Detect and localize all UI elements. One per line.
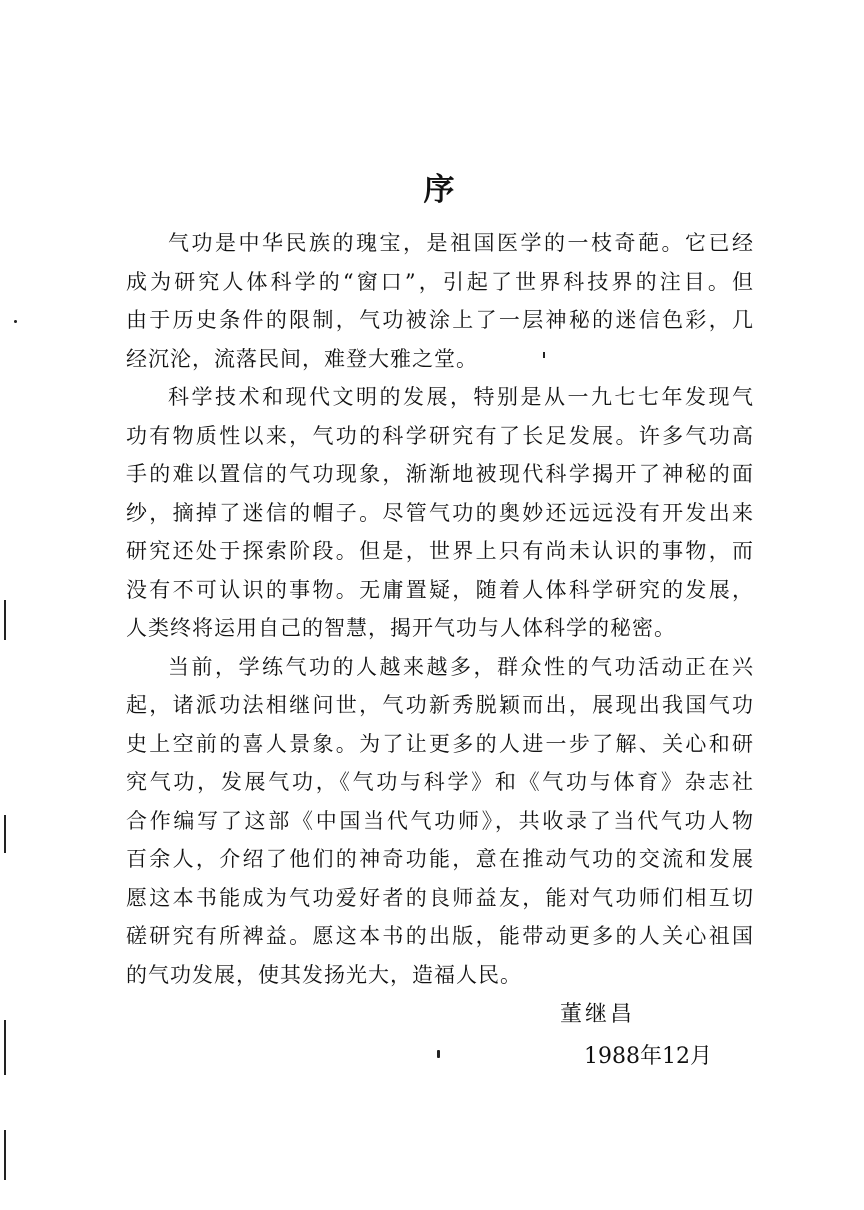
text-line: 究气功，发展气功，《气功与科学》和《气功与体育》杂志社 — [126, 770, 754, 794]
text-line: 磋研究有所裨益。愿这本书的出版，能带动更多的人关心祖国 — [126, 924, 754, 948]
text-line: 合作编写了这部《中国当代气功师》，共收录了当代气功人物 — [126, 808, 754, 833]
scan-artifact-bar — [4, 815, 6, 853]
text-line: 愿这本书能成为气功爱好者的良师益友，能对气功师们相互切 — [126, 885, 754, 910]
text-line: 经沉沦，流落民间，难登大雅之堂。 — [126, 346, 478, 371]
text-line: 研究还处于探索阶段。但是，世界上只有尚未认识的事物，而 — [126, 539, 754, 563]
text-line: 成为研究人体科学的“窗口”，引起了世界科技界的注目。但 — [126, 269, 754, 294]
text-line: 百余人，介绍了他们的神奇功能，意在推动气功的交流和发展 — [126, 847, 754, 871]
text-line: 纱，摘掉了迷信的帽子。尽管气功的奥妙还远远没有开发出来 — [126, 500, 754, 525]
text-line: 功有物质性以来，气功的科学研究有了长足发展。许多气功高 — [126, 423, 754, 448]
text-line: 气功是中华民族的瑰宝，是祖国医学的一枝奇葩。它已经 — [168, 231, 754, 255]
preface-body — [126, 224, 754, 994]
text-line: 由于历史条件的限制，气功被涂上了一层神秘的迷信色彩，几 — [126, 308, 754, 332]
scan-artifact-speck — [437, 1050, 440, 1058]
text-line: 的气功发展，使其发扬光大，造福人民。 — [126, 962, 522, 987]
text-line: 起，诸派功法相继问世，气功新秀脱颖而出，展现出我国气功 — [126, 693, 754, 717]
text-line: 手的难以置信的气功现象，渐渐地被现代科学揭开了神秘的面 — [126, 462, 754, 486]
paragraph-1 — [126, 224, 754, 378]
text-line: 史上空前的喜人景象。为了让更多的人进一步了解、关心和研 — [126, 731, 754, 756]
text-line: 没有不可认识的事物。无庸置疑，随着人体科学研究的发展， — [126, 577, 754, 602]
paragraph-3 — [126, 648, 754, 995]
date-line: 1988年12月 — [584, 1044, 712, 1069]
paragraph-2 — [126, 378, 754, 648]
scan-artifact-bar — [4, 600, 6, 640]
text-line: 当前，学练气功的人越来越多，群众性的气功活动正在兴 — [168, 654, 754, 679]
text-line: 人类终将运用自己的智慧，揭开气功与人体科学的秘密。 — [126, 616, 676, 640]
scan-artifact-bar — [4, 1130, 6, 1180]
page-title: 序 — [423, 172, 457, 208]
author-signature: 董继昌 — [560, 1002, 636, 1027]
scan-artifact-speck — [14, 320, 17, 323]
scan-artifact-speck — [543, 352, 545, 358]
scan-artifact-bar — [4, 1020, 6, 1075]
text-line: 科学技术和现代文明的发展，特别是从一九七七年发现气 — [168, 385, 754, 409]
